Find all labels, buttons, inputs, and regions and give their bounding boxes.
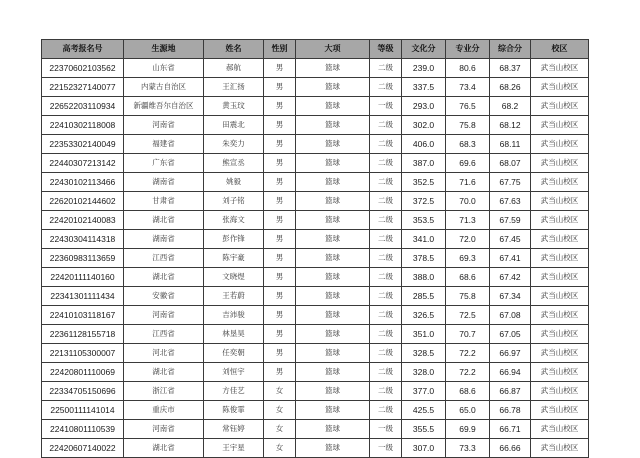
cell-gender: 男 [264,306,296,325]
table-row [42,59,589,78]
cell-origin: 浙江省 [124,382,204,401]
table-row [42,325,589,344]
cell-total-score: 67.75 [490,173,531,192]
cell-total-score: 68.2 [490,97,531,116]
table-row [42,249,589,268]
cell-campus: 武当山校区 [531,211,589,230]
cell-sport: 篮球 [296,363,370,382]
cell-culture-score: 378.5 [402,249,446,268]
cell-sport: 篮球 [296,306,370,325]
cell-level: 二级 [370,59,402,78]
cell-sport: 篮球 [296,420,370,439]
cell-campus: 武当山校区 [531,268,589,287]
cell-culture-score: 425.5 [402,401,446,420]
cell-name: 朱奕力 [204,135,264,154]
table-row [42,154,589,173]
cell-exam-id: 22131105300007 [42,344,124,363]
cell-culture-score: 239.0 [402,59,446,78]
cell-gender: 男 [264,116,296,135]
cell-origin: 湖北省 [124,363,204,382]
cell-culture-score: 352.5 [402,173,446,192]
cell-culture-score: 377.0 [402,382,446,401]
cell-sport: 篮球 [296,439,370,458]
cell-name: 郝航 [204,59,264,78]
cell-name: 姚毅 [204,173,264,192]
table-row [42,230,589,249]
cell-sport: 篮球 [296,325,370,344]
table-row [42,344,589,363]
cell-origin: 河北省 [124,344,204,363]
cell-campus: 武当山校区 [531,287,589,306]
cell-total-score: 67.08 [490,306,531,325]
cell-name: 王若蔚 [204,287,264,306]
cell-culture-score: 406.0 [402,135,446,154]
cell-total-score: 68.26 [490,78,531,97]
cell-sport: 篮球 [296,268,370,287]
cell-exam-id: 22420111140160 [42,268,124,287]
cell-gender: 女 [264,439,296,458]
cell-name: 黄玉玟 [204,97,264,116]
cell-exam-id: 22430304114318 [42,230,124,249]
cell-exam-id: 22420102140083 [42,211,124,230]
table-body [42,59,589,458]
cell-name: 田震北 [204,116,264,135]
cell-level: 二级 [370,382,402,401]
cell-name: 吉沛骏 [204,306,264,325]
cell-major-score: 68.6 [446,382,490,401]
cell-exam-id: 22353302140049 [42,135,124,154]
cell-major-score: 70.0 [446,192,490,211]
cell-culture-score: 387.0 [402,154,446,173]
cell-exam-id: 22440307213142 [42,154,124,173]
table-row [42,135,589,154]
cell-total-score: 67.41 [490,249,531,268]
cell-total-score: 68.37 [490,59,531,78]
cell-level: 二级 [370,268,402,287]
cell-campus: 武当山校区 [531,401,589,420]
cell-origin: 河南省 [124,420,204,439]
cell-total-score: 66.87 [490,382,531,401]
cell-exam-id: 22410103118167 [42,306,124,325]
cell-total-score: 67.05 [490,325,531,344]
header-total-score: 综合分 [490,40,531,59]
cell-exam-id: 22410302118008 [42,116,124,135]
table-row [42,287,589,306]
cell-exam-id: 22430102113466 [42,173,124,192]
table-row [42,401,589,420]
cell-major-score: 65.0 [446,401,490,420]
cell-level: 二级 [370,306,402,325]
cell-sport: 篮球 [296,249,370,268]
cell-major-score: 72.5 [446,306,490,325]
cell-gender: 男 [264,363,296,382]
admission-list-table [41,39,589,458]
cell-level: 二级 [370,344,402,363]
table-row [42,173,589,192]
cell-total-score: 67.45 [490,230,531,249]
table-row [42,192,589,211]
cell-level: 二级 [370,173,402,192]
cell-campus: 武当山校区 [531,363,589,382]
cell-culture-score: 372.5 [402,192,446,211]
cell-origin: 江西省 [124,249,204,268]
cell-major-score: 76.5 [446,97,490,116]
cell-exam-id: 22500111141014 [42,401,124,420]
cell-campus: 武当山校区 [531,59,589,78]
cell-major-score: 80.6 [446,59,490,78]
cell-campus: 武当山校区 [531,249,589,268]
cell-gender: 男 [264,344,296,363]
cell-name: 王汇扬 [204,78,264,97]
header-row [42,40,589,59]
cell-origin: 湖北省 [124,439,204,458]
cell-sport: 篮球 [296,401,370,420]
cell-major-score: 71.6 [446,173,490,192]
cell-gender: 男 [264,325,296,344]
table-row [42,439,589,458]
cell-level: 二级 [370,325,402,344]
cell-exam-id: 22152327140077 [42,78,124,97]
cell-culture-score: 307.0 [402,439,446,458]
cell-culture-score: 328.0 [402,363,446,382]
cell-exam-id: 22420801110069 [42,363,124,382]
cell-total-score: 66.78 [490,401,531,420]
cell-total-score: 67.42 [490,268,531,287]
cell-major-score: 75.8 [446,287,490,306]
cell-origin: 福建省 [124,135,204,154]
table-row [42,268,589,287]
header-major-score: 专业分 [446,40,490,59]
cell-level: 二级 [370,135,402,154]
cell-sport: 篮球 [296,287,370,306]
cell-campus: 武当山校区 [531,135,589,154]
cell-gender: 男 [264,287,296,306]
cell-level: 一级 [370,420,402,439]
cell-exam-id: 22620102144602 [42,192,124,211]
cell-culture-score: 388.0 [402,268,446,287]
cell-major-score: 68.6 [446,268,490,287]
cell-level: 二级 [370,363,402,382]
cell-gender: 男 [264,173,296,192]
cell-origin: 湖南省 [124,230,204,249]
cell-campus: 武当山校区 [531,325,589,344]
cell-major-score: 68.3 [446,135,490,154]
cell-level: 二级 [370,287,402,306]
cell-culture-score: 355.5 [402,420,446,439]
cell-exam-id: 22420607140022 [42,439,124,458]
cell-culture-score: 293.0 [402,97,446,116]
table-row [42,97,589,116]
cell-exam-id: 22341301111434 [42,287,124,306]
cell-exam-id: 22410801110539 [42,420,124,439]
cell-sport: 篮球 [296,382,370,401]
table-row [42,78,589,97]
cell-total-score: 67.59 [490,211,531,230]
cell-sport: 篮球 [296,173,370,192]
cell-major-score: 69.3 [446,249,490,268]
cell-gender: 男 [264,154,296,173]
header-sport: 大项 [296,40,370,59]
table-row [42,420,589,439]
cell-gender: 男 [264,135,296,154]
header-name: 姓名 [204,40,264,59]
cell-campus: 武当山校区 [531,97,589,116]
header-gender: 性别 [264,40,296,59]
cell-level: 一级 [370,97,402,116]
cell-name: 张海文 [204,211,264,230]
cell-name: 林垦昊 [204,325,264,344]
cell-name: 文晓煜 [204,268,264,287]
cell-culture-score: 326.5 [402,306,446,325]
cell-major-score: 70.7 [446,325,490,344]
cell-total-score: 67.63 [490,192,531,211]
cell-campus: 武当山校区 [531,306,589,325]
cell-culture-score: 353.5 [402,211,446,230]
cell-total-score: 67.34 [490,287,531,306]
cell-origin: 湖北省 [124,211,204,230]
table-row [42,306,589,325]
cell-major-score: 72.2 [446,363,490,382]
cell-origin: 重庆市 [124,401,204,420]
table-row [42,211,589,230]
cell-level: 二级 [370,230,402,249]
cell-sport: 篮球 [296,211,370,230]
cell-sport: 篮球 [296,135,370,154]
cell-exam-id: 22360983113659 [42,249,124,268]
cell-gender: 男 [264,97,296,116]
cell-sport: 篮球 [296,192,370,211]
cell-campus: 武当山校区 [531,382,589,401]
cell-gender: 女 [264,401,296,420]
cell-name: 任奕朝 [204,344,264,363]
cell-sport: 篮球 [296,116,370,135]
cell-culture-score: 337.5 [402,78,446,97]
table-row [42,382,589,401]
cell-total-score: 68.12 [490,116,531,135]
table-row [42,116,589,135]
cell-exam-id: 22334705150696 [42,382,124,401]
cell-gender: 男 [264,249,296,268]
cell-major-score: 69.9 [446,420,490,439]
cell-name: 常钰婷 [204,420,264,439]
cell-major-score: 72.2 [446,344,490,363]
cell-major-score: 73.3 [446,439,490,458]
cell-gender: 男 [264,192,296,211]
cell-sport: 篮球 [296,344,370,363]
cell-culture-score: 285.5 [402,287,446,306]
cell-gender: 男 [264,59,296,78]
cell-level: 二级 [370,78,402,97]
cell-origin: 河南省 [124,306,204,325]
header-level: 等级 [370,40,402,59]
cell-campus: 武当山校区 [531,116,589,135]
cell-origin: 湖南省 [124,173,204,192]
cell-name: 熊宣丞 [204,154,264,173]
header-origin: 生源地 [124,40,204,59]
cell-level: 二级 [370,401,402,420]
cell-origin: 安徽省 [124,287,204,306]
cell-exam-id: 22652203110934 [42,97,124,116]
cell-major-score: 71.3 [446,211,490,230]
cell-level: 二级 [370,211,402,230]
cell-campus: 武当山校区 [531,154,589,173]
cell-total-score: 66.97 [490,344,531,363]
cell-sport: 篮球 [296,230,370,249]
cell-major-score: 72.0 [446,230,490,249]
cell-origin: 甘肃省 [124,192,204,211]
cell-level: 二级 [370,116,402,135]
cell-major-score: 69.6 [446,154,490,173]
cell-sport: 篮球 [296,97,370,116]
cell-name: 刘恒宇 [204,363,264,382]
cell-gender: 男 [264,78,296,97]
header-campus: 校区 [531,40,589,59]
cell-total-score: 66.66 [490,439,531,458]
cell-origin: 内蒙古自治区 [124,78,204,97]
header-exam-id: 高考报名号 [42,40,124,59]
cell-total-score: 66.94 [490,363,531,382]
cell-culture-score: 302.0 [402,116,446,135]
cell-total-score: 68.11 [490,135,531,154]
cell-name: 彭作锋 [204,230,264,249]
cell-campus: 武当山校区 [531,173,589,192]
cell-origin: 江西省 [124,325,204,344]
cell-campus: 武当山校区 [531,230,589,249]
cell-name: 陈宇豪 [204,249,264,268]
cell-culture-score: 328.5 [402,344,446,363]
cell-gender: 男 [264,211,296,230]
cell-campus: 武当山校区 [531,192,589,211]
table-row [42,363,589,382]
header-culture-score: 文化分 [402,40,446,59]
cell-level: 二级 [370,154,402,173]
cell-level: 一级 [370,439,402,458]
cell-gender: 男 [264,230,296,249]
cell-total-score: 68.07 [490,154,531,173]
cell-origin: 山东省 [124,59,204,78]
cell-level: 二级 [370,192,402,211]
cell-gender: 女 [264,420,296,439]
cell-campus: 武当山校区 [531,439,589,458]
cell-sport: 篮球 [296,78,370,97]
cell-sport: 篮球 [296,154,370,173]
cell-exam-id: 22361128155718 [42,325,124,344]
cell-origin: 湖北省 [124,268,204,287]
cell-major-score: 73.4 [446,78,490,97]
cell-origin: 河南省 [124,116,204,135]
cell-name: 陈俊霏 [204,401,264,420]
cell-origin: 广东省 [124,154,204,173]
admission-list-table-wrapper [41,39,589,458]
cell-sport: 篮球 [296,59,370,78]
cell-level: 二级 [370,249,402,268]
cell-origin: 新疆维吾尔自治区 [124,97,204,116]
cell-name: 刘子铭 [204,192,264,211]
cell-gender: 女 [264,382,296,401]
cell-total-score: 66.71 [490,420,531,439]
cell-culture-score: 351.0 [402,325,446,344]
cell-name: 方佳艺 [204,382,264,401]
cell-campus: 武当山校区 [531,420,589,439]
cell-gender: 男 [264,268,296,287]
cell-culture-score: 341.0 [402,230,446,249]
cell-exam-id: 22370602103562 [42,59,124,78]
cell-name: 王宇星 [204,439,264,458]
cell-major-score: 75.8 [446,116,490,135]
cell-campus: 武当山校区 [531,78,589,97]
cell-campus: 武当山校区 [531,344,589,363]
